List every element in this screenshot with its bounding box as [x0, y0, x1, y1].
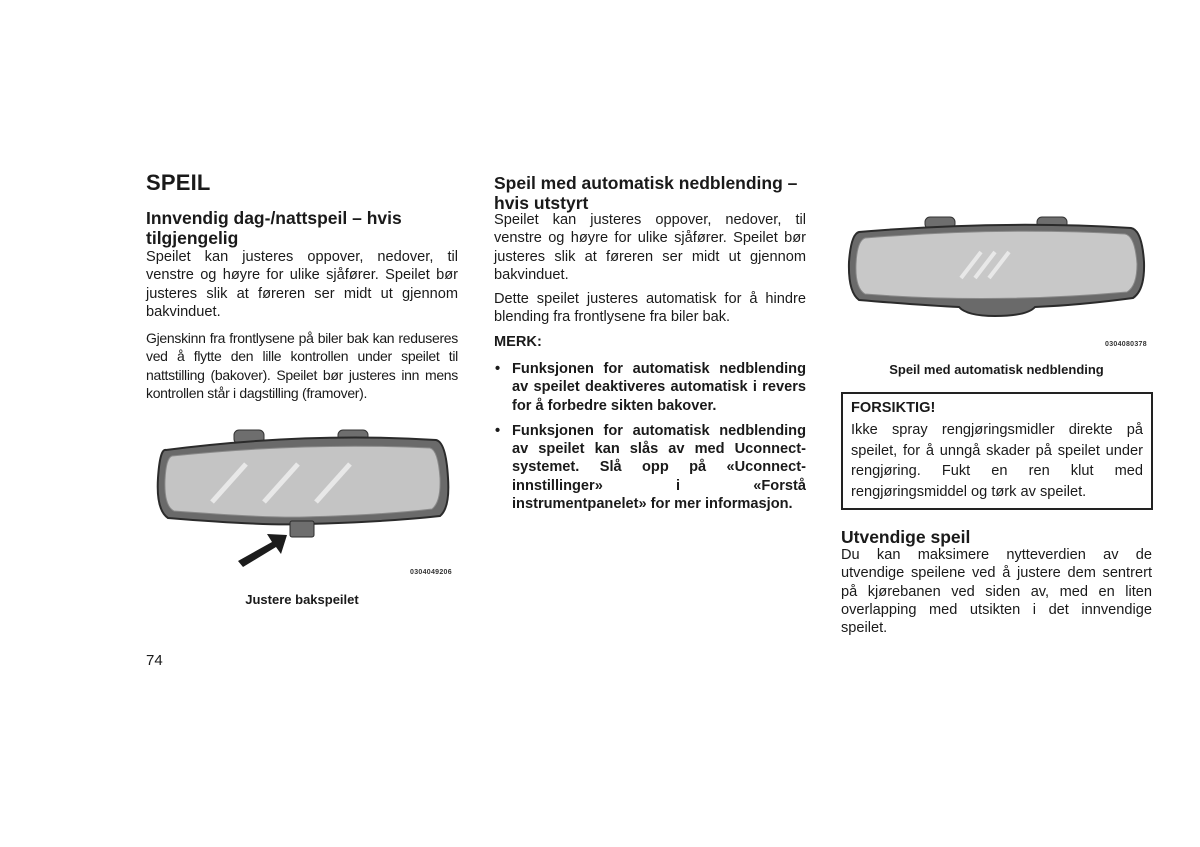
auto-dimming-mirror-illustration — [841, 212, 1152, 332]
figure-caption-auto-dimming: Speil med automatisk nedblending — [889, 362, 1104, 377]
rearview-mirror-illustration — [146, 418, 458, 588]
left-paragraph-1: Speilet kan justeres oppover, nedover, til venstre og høyre for ulike sjåfører. Speilet bør justeres slik at føreren ser midt ut gjennom bakvinduet. — [146, 249, 458, 320]
section-heading-interior-mirror: Innvendig dag-/nattspeil – hvis tilgjengelig — [146, 208, 402, 248]
bullet-icon: • — [495, 361, 501, 377]
note-bullet-list — [494, 360, 806, 513]
middle-paragraph-2: Dette speilet justeres automatisk for å hindre blending fra frontlysene fra biler bak. — [494, 291, 806, 326]
figure-auto-dimming-mirror — [841, 212, 1152, 352]
figure-code: 0304080378 — [1105, 341, 1147, 348]
note-label: MERK: — [494, 334, 542, 350]
figure-manual-mirror — [146, 418, 458, 588]
left-paragraph-2: Gjenskinn fra frontlysene på biler bak kan reduseres ved å flytte den lille kontrollen under speilet til nattstilling (bakover). Speilet bør justeres inn mens kontrollen står i dagstilling (framover). — [146, 330, 458, 401]
caution-box — [841, 392, 1153, 510]
bullet-icon: • — [495, 422, 501, 439]
page-title: SPEIL — [146, 170, 211, 195]
figure-code: 0304049206 — [410, 569, 452, 576]
middle-paragraph-1: Speilet kan justeres oppover, nedover, til venstre og høyre for ulike sjåfører. Speilet bør justeres slik at føreren ser midt ut gjennom bakvinduet. — [494, 212, 806, 283]
caution-text: Ikke spray rengjøringsmidler direkte på speilet, for å unngå skader på speilet under rengjøring. Fukt en ren klut med rengjøringsmiddel og tørk av speilet. — [851, 422, 1143, 500]
right-paragraph: Du kan maksimere nytteverdien av de utvendige speilene ved å justere dem sentrert på kjørebanen ved siden av, med en liten overlapping med utsikten i det innvendige speilet. — [841, 547, 1152, 637]
list-item: • Funksjonen for automatisk nedblending av speilet deaktiveres automatisk i revers for å forbedre sikten bakover. — [495, 361, 806, 414]
caution-title: FORSIKTIG! — [851, 400, 936, 416]
section-heading-auto-dimming: Speil med automatisk nedblending – hvis utstyrt — [494, 173, 798, 213]
section-heading-exterior-mirrors: Utvendige speil — [841, 527, 971, 547]
page-number: 74 — [146, 652, 163, 669]
list-item: • Funksjonen for automatisk nedblending av speilet kan slås av med Uconnect-systemet. Slå opp på «Uconnect-innstillinger» i «Forstå instrumentpanelet» for mer informasjon. — [495, 422, 806, 513]
figure-caption-manual: Justere bakspeilet — [245, 592, 359, 607]
